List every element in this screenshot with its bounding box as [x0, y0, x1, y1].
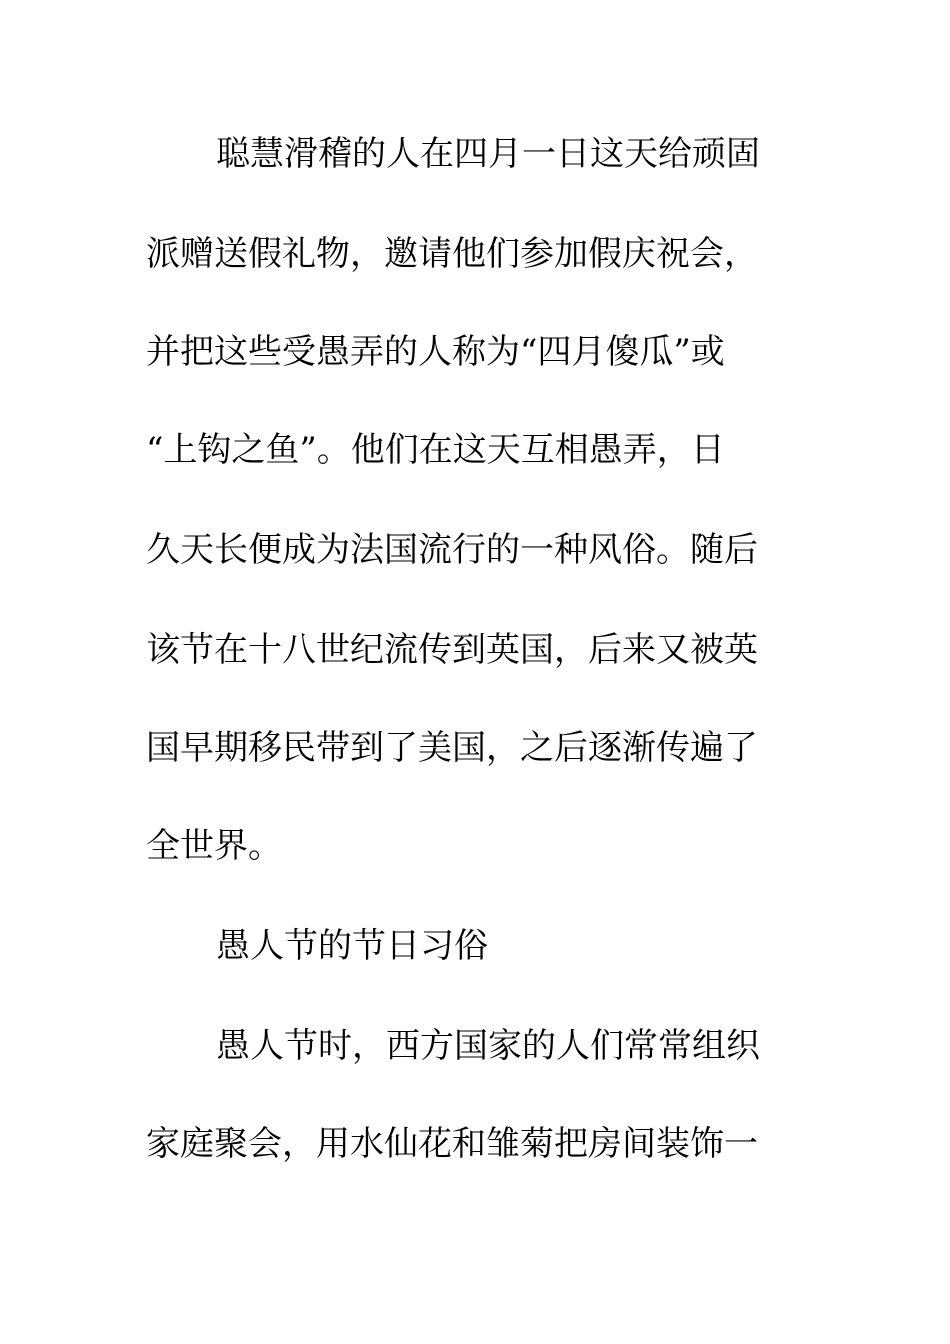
- paragraph-line: “上钩之鱼”。他们在这天互相愚弄，日: [146, 430, 725, 470]
- section-heading: 愚人节的节日习俗: [216, 926, 488, 966]
- paragraph-line: 全世界。: [146, 826, 282, 866]
- paragraph-line: 久天长便成为法国流行的一种风俗。随后: [146, 530, 758, 570]
- paragraph-line: 聪慧滑稽的人在四月一日这天给顽固: [216, 134, 760, 174]
- paragraph-line: 愚人节时，西方国家的人们常常组织: [216, 1026, 760, 1066]
- paragraph-line: 派赠送假礼物，邀请他们参加假庆祝会，: [146, 234, 758, 274]
- paragraph-line: 国早期移民带到了美国，之后逐渐传遍了: [146, 728, 758, 768]
- paragraph-line: 并把这些受愚弄的人称为“四月傻瓜”或: [146, 332, 725, 372]
- paragraph-line: 家庭聚会，用水仙花和雏菊把房间装饰一: [146, 1124, 758, 1164]
- paragraph-line: 该节在十八世纪流传到英国，后来又被英: [146, 630, 758, 670]
